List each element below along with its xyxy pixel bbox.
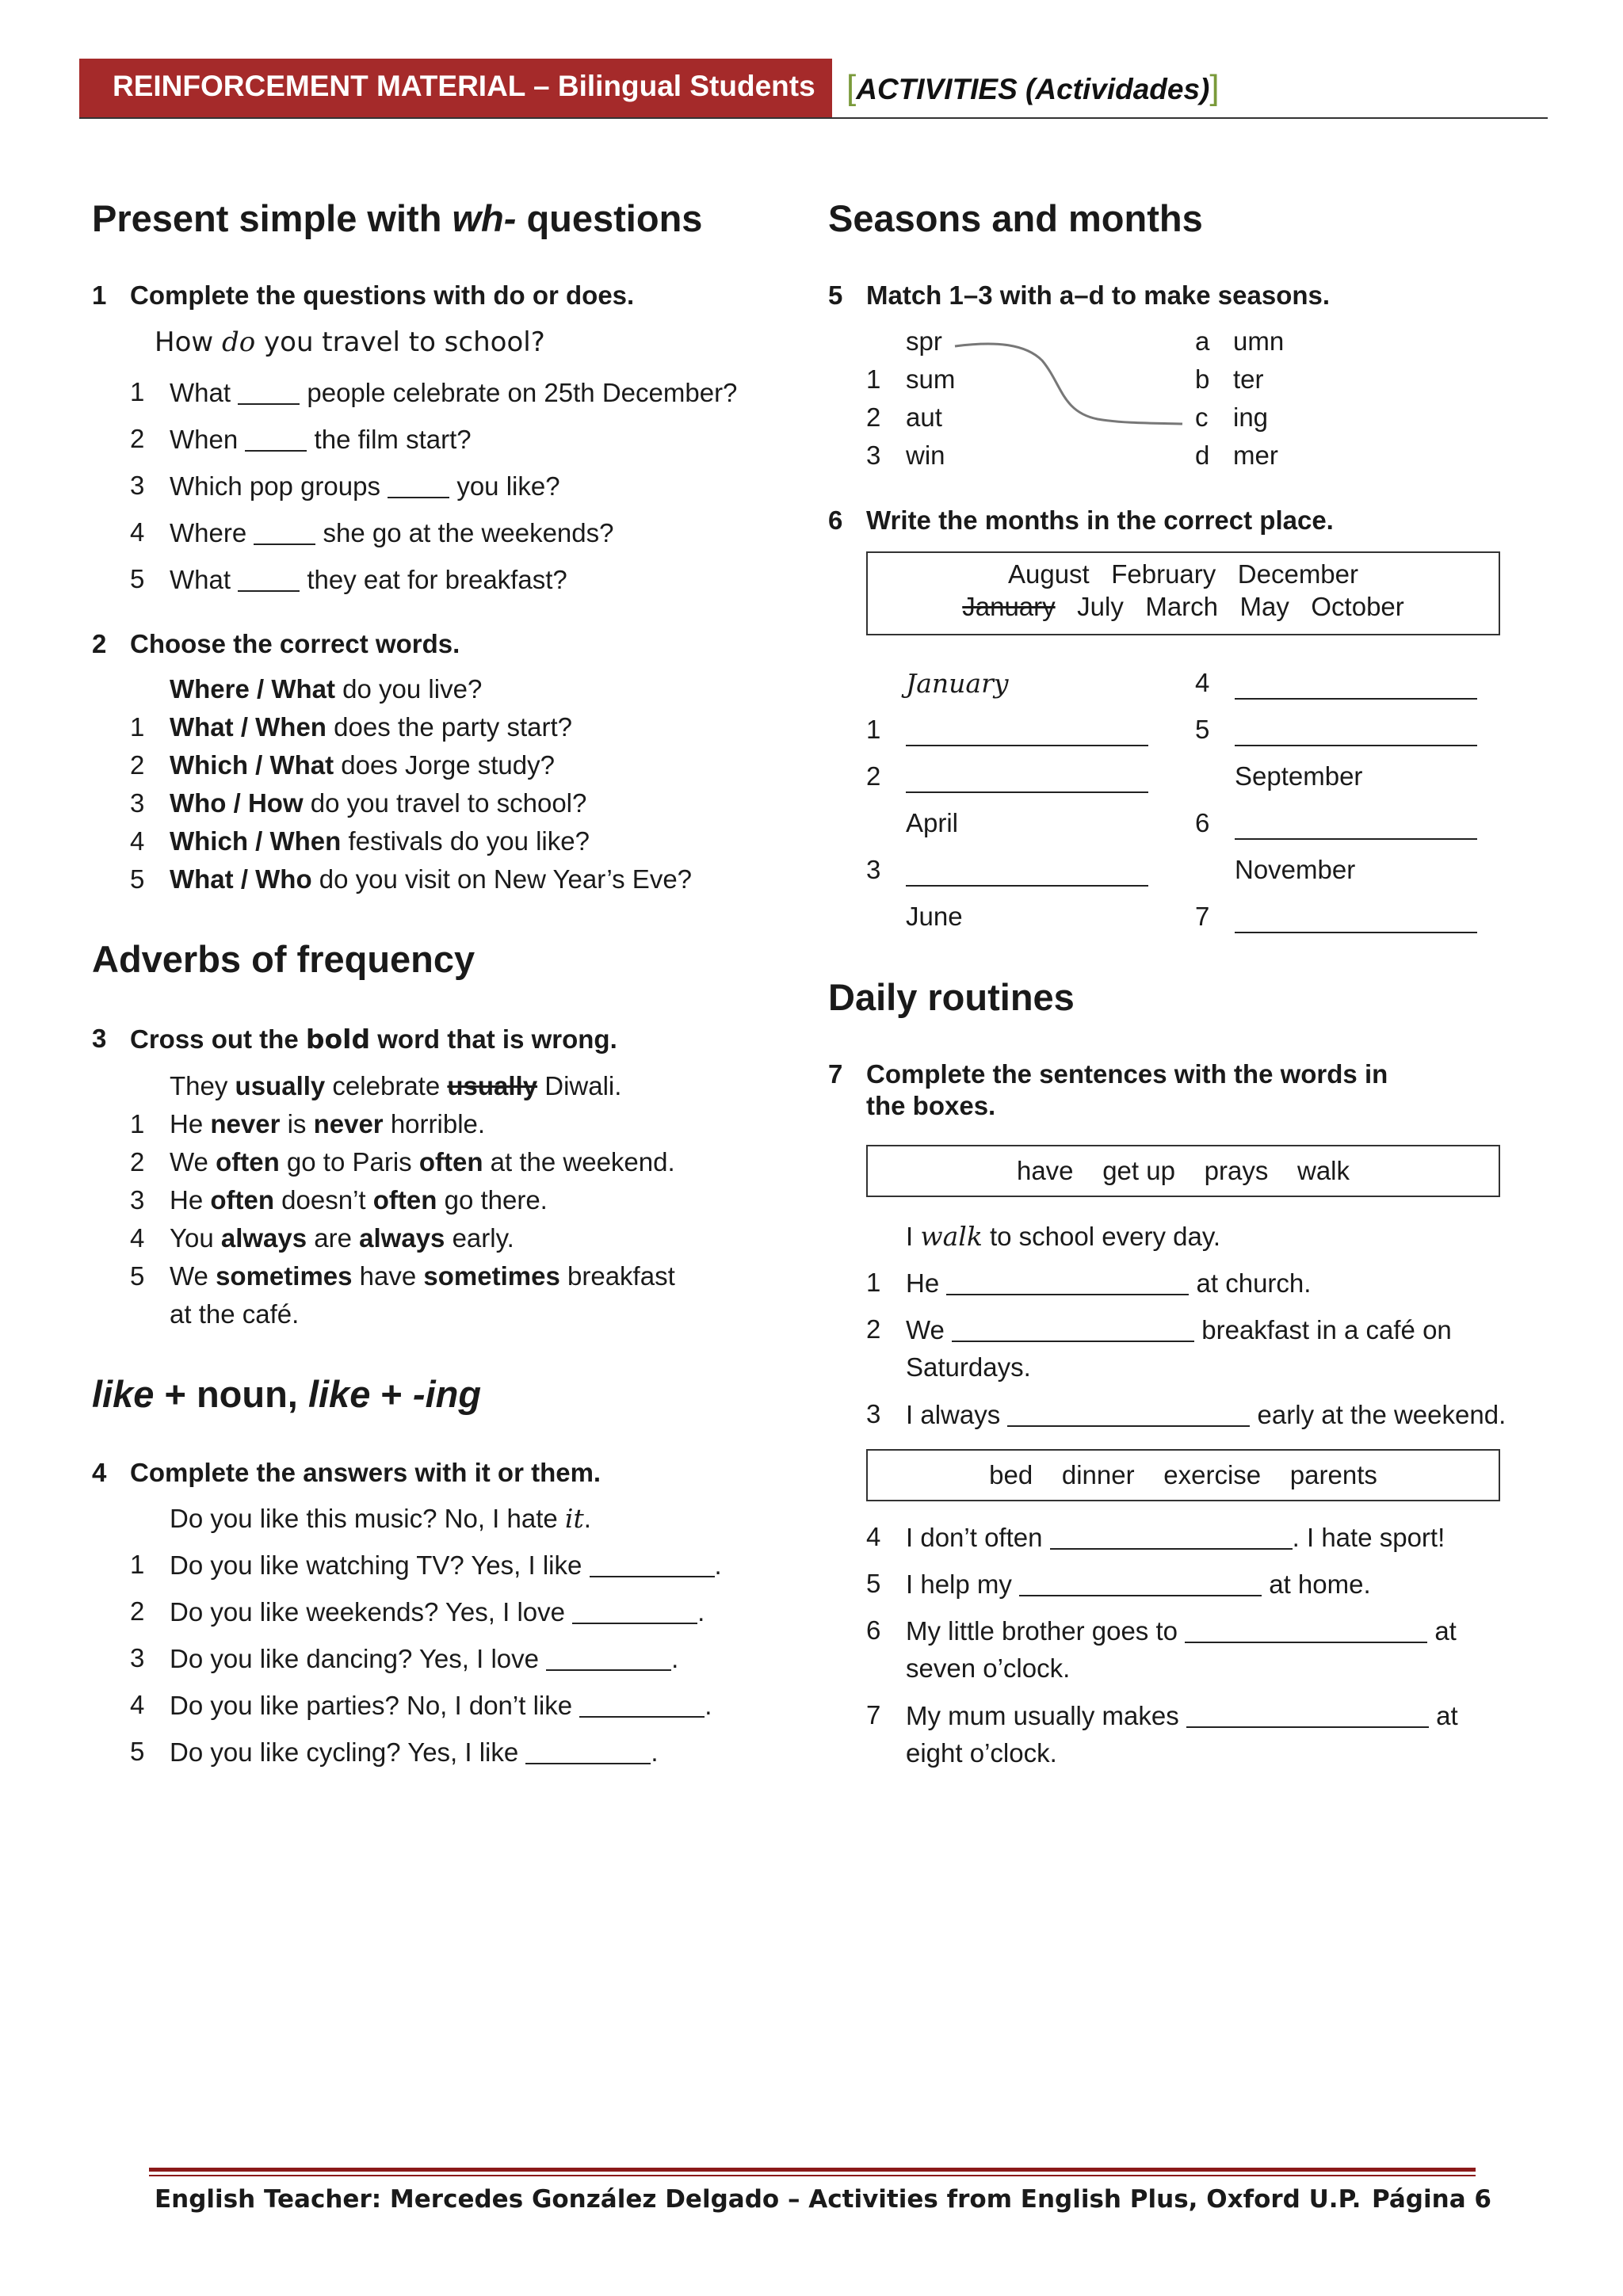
match-letter: b: [1195, 364, 1210, 394]
match-ending: umn: [1233, 326, 1285, 356]
bracket-left-icon: [: [846, 68, 857, 107]
footer-rule-thick: [149, 2168, 1476, 2172]
ex7-item: I don’t often . I hate sport!: [906, 1523, 1445, 1552]
ex1-item: What people celebrate on 25th December?: [170, 378, 738, 407]
ex3-item-num: 5: [130, 1261, 145, 1291]
match-num: 3: [866, 441, 881, 470]
ex2-item: Who / How do you travel to school?: [170, 788, 587, 818]
ex5-instruction: Match 1–3 with a–d to make seasons.: [866, 280, 1331, 310]
ex7-item-continuation: eight o’clock.: [906, 1738, 1057, 1768]
answer-blank[interactable]: [254, 517, 315, 545]
ex2-item: Which / When festivals do you like?: [170, 826, 590, 856]
match-stem: aut: [906, 402, 942, 432]
months-given: June: [906, 902, 963, 931]
ex7-item: My mum usually makes at: [906, 1701, 1458, 1730]
match-connector-line: [951, 337, 1189, 432]
ex7-item-num: 7: [866, 1700, 881, 1730]
ex2-item-num: 2: [130, 750, 145, 780]
ex2-item-num: 3: [130, 788, 145, 818]
footer-rule-thin: [149, 2175, 1476, 2176]
ex1-item-num: 4: [130, 517, 145, 547]
ex4-item: Do you like parties? No, I don’t like .: [170, 1691, 712, 1720]
activities-label: ACTIVITIES (Actividades): [856, 73, 1210, 105]
ex2-item-num: 5: [130, 864, 145, 894]
ex4-item: Do you like weekends? Yes, I love .: [170, 1597, 705, 1627]
ex1-instruction: Complete the questions with do or does.: [130, 280, 635, 310]
ex7-item-continuation: seven o’clock.: [906, 1653, 1071, 1683]
ex7-item-num: 4: [866, 1522, 881, 1551]
ex4-number: 4: [92, 1458, 107, 1487]
answer-blank[interactable]: [952, 1314, 1194, 1342]
ex1-item-num: 3: [130, 471, 145, 500]
ex7-number: 7: [828, 1059, 843, 1089]
answer-blank[interactable]: [238, 564, 300, 592]
ex3-item-num: 3: [130, 1185, 145, 1215]
ex3-item-continuation: at the café.: [170, 1299, 300, 1329]
ex2-item: Which / What does Jorge study?: [170, 750, 555, 780]
ex7-item: He at church.: [906, 1268, 1312, 1298]
months-given: April: [906, 808, 959, 837]
months-num: 2: [866, 761, 881, 791]
word-box-text: bed dinner exercise parents: [989, 1460, 1377, 1489]
ex4-item: Do you like watching TV? Yes, I like .: [170, 1550, 722, 1580]
bracket-right-icon: ]: [1209, 68, 1220, 107]
answer-blank[interactable]: [1007, 1399, 1250, 1427]
answer-blank[interactable]: [906, 858, 1148, 887]
word-box-line-2: January July March May October: [962, 592, 1404, 621]
ex3-item-num: 2: [130, 1147, 145, 1177]
match-stem: win: [906, 441, 945, 470]
ex7-item-num: 2: [866, 1314, 881, 1344]
answer-blank[interactable]: [1235, 718, 1477, 746]
ex7-item-num: 5: [866, 1569, 881, 1598]
answer-blank[interactable]: [946, 1268, 1189, 1295]
ex1-item: What they eat for breakfast?: [170, 565, 567, 594]
routines-word-box-2: [866, 1449, 1500, 1501]
months-given: November: [1235, 855, 1356, 884]
answer-blank[interactable]: [579, 1690, 705, 1718]
match-letter: c: [1195, 402, 1209, 432]
ex4-item: Do you like cycling? Yes, I like .: [170, 1737, 659, 1767]
answer-blank[interactable]: [1235, 811, 1477, 840]
section-title-present-simple: Present simple with wh- questions: [92, 197, 703, 239]
ex2-number: 2: [92, 629, 107, 658]
ex7-item: I always early at the weekend.: [906, 1400, 1507, 1429]
ex1-example: How do you travel to school?: [155, 326, 545, 358]
header-title: REINFORCEMENT MATERIAL – Bilingual Students: [113, 70, 815, 102]
match-ending: mer: [1233, 441, 1278, 470]
match-letter: a: [1195, 326, 1210, 356]
ex3-number: 3: [92, 1024, 107, 1053]
section-title-daily-routines: Daily routines: [828, 976, 1075, 1018]
ex4-item-num: 2: [130, 1596, 145, 1626]
answer-blank[interactable]: [1186, 1700, 1429, 1728]
ex2-item-num: 4: [130, 826, 145, 856]
ex1-item-num: 1: [130, 377, 145, 406]
answer-blank[interactable]: [388, 471, 449, 498]
months-num: 3: [866, 855, 881, 884]
answer-blank[interactable]: [572, 1596, 697, 1624]
answer-blank[interactable]: [238, 377, 300, 405]
ex7-item: We breakfast in a café on: [906, 1315, 1452, 1344]
months-num: 1: [866, 715, 881, 744]
answer-blank[interactable]: [1050, 1522, 1293, 1550]
ex3-item: You always are always early.: [170, 1223, 514, 1253]
months-word-box: [866, 551, 1500, 635]
ex1-item: Which pop groups you like?: [170, 471, 560, 501]
match-ending: ter: [1233, 364, 1264, 394]
ex7-item: I help my at home.: [906, 1569, 1371, 1599]
ex2-instruction: Choose the correct words.: [130, 629, 460, 658]
ex4-item-num: 4: [130, 1690, 145, 1719]
section-title-seasons: Seasons and months: [828, 197, 1203, 239]
answer-blank[interactable]: [590, 1550, 715, 1577]
ex7-item-continuation: Saturdays.: [906, 1352, 1031, 1382]
word-box-line-1: August February December: [1007, 559, 1359, 589]
ex1-item-num: 5: [130, 564, 145, 593]
ex1-item-num: 2: [130, 424, 145, 453]
ex7-item-num: 3: [866, 1399, 881, 1428]
ex2-item-num: 1: [130, 712, 145, 742]
months-num: 7: [1195, 902, 1210, 931]
word-box-text: have get up prays walk: [1016, 1156, 1350, 1185]
months-num: 4: [1195, 668, 1210, 697]
match-num: 2: [866, 402, 881, 432]
ex3-example: They usually celebrate usually Diwali.: [170, 1071, 622, 1100]
routines-word-box-1: [866, 1145, 1500, 1197]
answer-blank[interactable]: [1235, 671, 1477, 700]
ex1-number: 1: [92, 280, 107, 310]
ex3-item: We sometimes have sometimes breakfast: [170, 1261, 675, 1291]
answer-blank[interactable]: [906, 718, 1148, 746]
months-num: 5: [1195, 715, 1210, 744]
ex3-instruction: Cross out the bold word that is wrong.: [130, 1024, 617, 1055]
ex2-example: Where / What do you live?: [170, 674, 483, 704]
footer-credit: English Teacher: Mercedes González Delgado – Activities from English Plus, Oxford U.P.: [155, 2185, 1361, 2214]
months-given: September: [1235, 761, 1363, 791]
ex4-instruction: Complete the answers with it or them.: [130, 1458, 601, 1487]
ex3-item: He often doesn’t often go there.: [170, 1185, 548, 1215]
answer-blank[interactable]: [1019, 1569, 1262, 1596]
ex4-item-num: 3: [130, 1643, 145, 1672]
match-stem: sum: [906, 364, 956, 394]
page-number: Página 6: [1372, 2185, 1491, 2214]
answer-blank[interactable]: [1185, 1615, 1427, 1643]
ex1-item: Where she go at the weekends?: [170, 518, 614, 547]
answer-blank[interactable]: [1235, 905, 1477, 933]
section-title-like: like + noun, like + -ing: [92, 1373, 482, 1415]
ex4-item-num: 1: [130, 1550, 145, 1579]
answer-blank[interactable]: [245, 424, 307, 452]
match-num: 1: [866, 364, 881, 394]
ex4-item: Do you like dancing? Yes, I love .: [170, 1644, 679, 1673]
ex3-item: He never is never horrible.: [170, 1109, 486, 1138]
months-example: January: [906, 668, 1009, 699]
ex2-item: What / When does the party start?: [170, 712, 572, 742]
ex1-item: When the film start?: [170, 425, 472, 454]
answer-blank[interactable]: [906, 765, 1148, 793]
answer-blank[interactable]: [546, 1643, 671, 1671]
months-num: 6: [1195, 808, 1210, 837]
ex7-item: My little brother goes to at: [906, 1616, 1457, 1646]
ex3-item-num: 4: [130, 1223, 145, 1253]
ex4-example: Do you like this music? No, I hate it.: [170, 1503, 591, 1534]
answer-blank[interactable]: [525, 1737, 651, 1764]
ex2-item: What / Who do you visit on New Year’s Eve?: [170, 864, 693, 894]
ex3-item: We often go to Paris often at the weekend.: [170, 1147, 675, 1177]
ex4-item-num: 5: [130, 1737, 145, 1766]
section-title-adverbs: Adverbs of frequency: [92, 938, 475, 980]
ex5-number: 5: [828, 280, 843, 310]
header-activities: [846, 68, 1220, 108]
ex6-instruction: Write the months in the correct place.: [866, 505, 1334, 535]
ex3-item-num: 1: [130, 1109, 145, 1138]
match-letter: d: [1195, 441, 1210, 470]
ex7-item-num: 6: [866, 1615, 881, 1645]
ex7-instruction-line2: the boxes.: [866, 1091, 996, 1120]
match-stem: spr: [906, 326, 942, 356]
match-ending: ing: [1233, 402, 1269, 432]
ex7-instruction: Complete the sentences with the words in: [866, 1059, 1388, 1089]
header-rule: [79, 117, 1548, 119]
ex6-number: 6: [828, 505, 843, 535]
ex7-item-num: 1: [866, 1268, 881, 1297]
ex7-example: I walk to school every day.: [906, 1221, 1221, 1252]
